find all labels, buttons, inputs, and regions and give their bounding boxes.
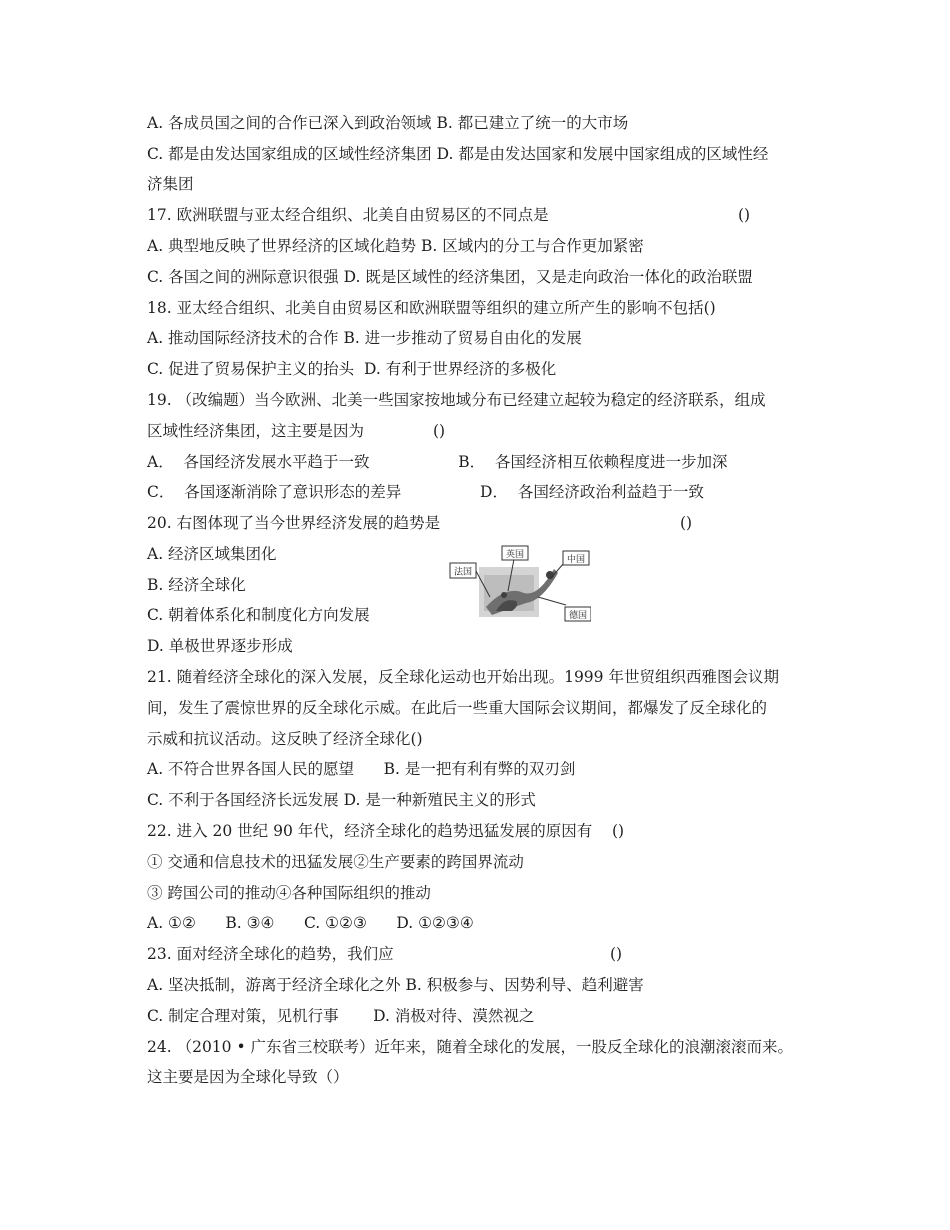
q20-option-c: C. 朝着体系化和制度化方向发展 bbox=[147, 606, 370, 624]
q16-options-cd: C. 都是由发达国家组成的区域性经济集团 D. 都是由发达国家和发展中国家组成的区域性经 bbox=[147, 145, 769, 163]
q24-stem-2: 这主要是因为全球化导致（） bbox=[147, 1068, 349, 1086]
q18-options-cd: C. 促进了贸易保护主义的抬头 D. 有利于世界经济的多极化 bbox=[147, 360, 557, 378]
label-germany: 德国 bbox=[568, 611, 588, 621]
label-france: 法国 bbox=[453, 567, 473, 578]
q18-options-ab: A. 推动国际经济技术的合作 B. 进一步推动了贸易自由化的发展 bbox=[147, 329, 582, 347]
q16-options-cd-cont: 济集团 bbox=[147, 175, 194, 193]
q24-stem-1: 24. （2010 • 广东省三校联考）近年来，随着全球化的发展，一股反全球化的浪潮滚滚而来。 bbox=[147, 1038, 794, 1056]
q23-options-cd: C. 制定合理对策，见机行事 D. 消极对待、漠然视之 bbox=[147, 1007, 535, 1025]
q16-options-ab: A. 各成员国之间的合作已深入到政治领域 B. 都已建立了统一的大市场 bbox=[147, 114, 629, 132]
label-uk: 英国 bbox=[505, 550, 525, 560]
q20-stem: 20. 右图体现了当今世界经济发展的趋势是 bbox=[147, 514, 441, 532]
q22-items-1: ① 交通和信息技术的迅猛发展②生产要素的跨国界流动 bbox=[147, 853, 524, 871]
q22-options: A. ①② B. ③④ C. ①②③ D. ①②③④ bbox=[147, 914, 474, 932]
q23-answer-blank: () bbox=[610, 945, 623, 963]
q17-options-ab: A. 典型地反映了世界经济的区域化趋势 B. 区域内的分工与合作更加紧密 bbox=[147, 237, 644, 255]
q17-stem: 17. 欧洲联盟与亚太经合组织、北美自由贸易区的不同点是 bbox=[147, 206, 549, 224]
q19-stem-1: 19. （改编题）当今欧洲、北美一些国家按地域分布已经建立起较为稳定的经济联系，组成 bbox=[147, 391, 766, 409]
q20-answer-blank: () bbox=[680, 514, 693, 532]
q23-stem: 23. 面对经济全球化的趋势，我们应 bbox=[147, 945, 394, 963]
label-china: 中国 bbox=[566, 555, 586, 565]
q22-items-2: ③ 跨国公司的推动④各种国际组织的推动 bbox=[147, 884, 431, 902]
q20-cartoon-figure bbox=[446, 545, 591, 625]
q17-answer-blank: () bbox=[738, 206, 751, 224]
q19-stem-2: 区域性经济集团，这主要是因为 () bbox=[147, 422, 446, 440]
q21-options-ab: A. 不符合世界各国人民的愿望 B. 是一把有利有弊的双刃剑 bbox=[147, 760, 576, 778]
q23-options-ab: A. 坚决抵制，游离于经济全球化之外 B. 积极参与、因势利导、趋利避害 bbox=[147, 976, 644, 994]
q19-options-cd: C． 各国逐渐消除了意识形态的差异 D． 各国经济政治利益趋于一致 bbox=[147, 483, 704, 501]
q21-stem-3: 示威和抗议活动。这反映了经济全球化() bbox=[147, 730, 423, 748]
q21-stem-1: 21. 随着经济全球化的深入发展，反全球化运动也开始出现。1999 年世贸组织西雅图会议期 bbox=[147, 668, 779, 686]
q18-stem: 18. 亚太经合组织、北美自由贸易区和欧洲联盟等组织的建立所产生的影响不包括() bbox=[147, 299, 716, 317]
q19-options-ab: A． 各国经济发展水平趋于一致 B． 各国经济相互依赖程度进一步加深 bbox=[147, 453, 728, 471]
q20-option-a: A. 经济区域集团化 bbox=[147, 545, 277, 563]
q20-option-b: B. 经济全球化 bbox=[147, 576, 246, 594]
q20-option-d: D. 单极世界逐步形成 bbox=[147, 637, 293, 655]
q17-options-cd: C. 各国之间的洲际意识很强 D. 既是区域性的经济集团，又是走向政治一体化的政治联盟 bbox=[147, 268, 753, 286]
q21-options-cd: C. 不利于各国经济长远发展 D. 是一种新殖民主义的形式 bbox=[147, 791, 536, 809]
q21-stem-2: 间，发生了震惊世界的反全球化示威。在此后一些重大国际会议期间，都爆发了反全球化的 bbox=[147, 699, 768, 717]
q22-stem: 22. 进入 20 世纪 90 年代，经济全球化的趋势迅猛发展的原因有 () bbox=[147, 822, 625, 840]
